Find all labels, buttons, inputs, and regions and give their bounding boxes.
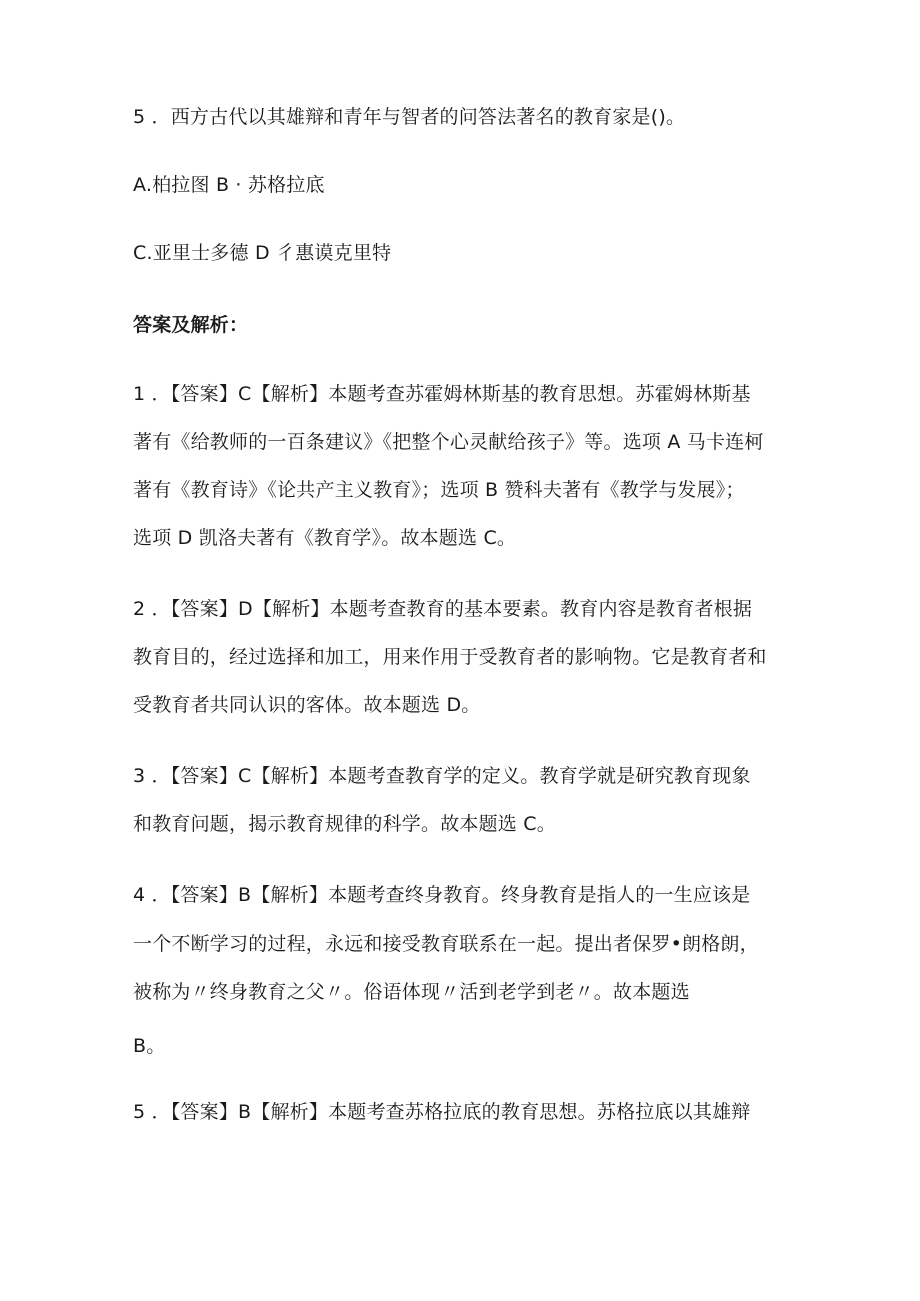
answer-1-line-4: 选项 D 凯洛夫著有《教育学》。故本题选 C。 — [133, 527, 517, 549]
answer-2-line-3: 受教育者共同认识的客体。故本题选 D。 — [133, 694, 481, 716]
answers-heading: 答案及解析： — [133, 314, 249, 336]
answer-5-line-1: 5 ．【答案】B【解析】本题考查苏格拉底的教育思想。苏格拉底以其雄辩 — [133, 1101, 751, 1123]
answer-3-line-1: 3 ．【答案】C【解析】本题考查教育学的定义。教育学就是研究教育现象 — [133, 765, 751, 787]
answer-1-line-3: 著有《教育诗》《论共产主义教育》；选项 B 赞科夫著有《教学与发展》； — [133, 479, 745, 501]
answer-1-line-2: 著有《给教师的一百条建议》《把整个心灵献给孩子》等。选项 A 马卡连柯 — [133, 431, 764, 453]
answer-2-line-1: 2 ．【答案】D【解析】本题考查教育的基本要素。教育内容是教育者根据 — [133, 598, 753, 620]
question-stem: 5 ．西方古代以其雄辩和青年与智者的问答法著名的教育家是()。 — [133, 106, 686, 128]
answer-2-line-2: 教育目的，经过选择和加工，用来作用于受教育者的影响物。它是教育者和 — [133, 646, 767, 668]
question-options-a-b: A.柏拉图 B · 苏格拉底 — [133, 174, 325, 196]
answer-4-line-1: 4 ．【答案】B【解析】本题考查终身教育。终身教育是指人的一生应该是 — [133, 884, 751, 906]
answer-1-line-1: 1 ．【答案】C【解析】本题考查苏霍姆林斯基的教育思想。苏霍姆林斯基 — [133, 383, 751, 405]
answer-4-line-2: 一个不断学习的过程，永远和接受教育联系在一起。提出者保罗•朗格朗， — [133, 933, 759, 955]
answer-4-line-4: B。 — [133, 1035, 166, 1057]
answer-4-line-3: 被称为〃终身教育之父〃。俗语体现〃活到老学到老〃。故本题选 — [133, 981, 690, 1003]
answer-3-line-2: 和教育问题，揭示教育规律的科学。故本题选 C。 — [133, 813, 556, 835]
question-options-c-d: C.亚里士多德 D 彳惠谟克里特 — [133, 242, 392, 264]
